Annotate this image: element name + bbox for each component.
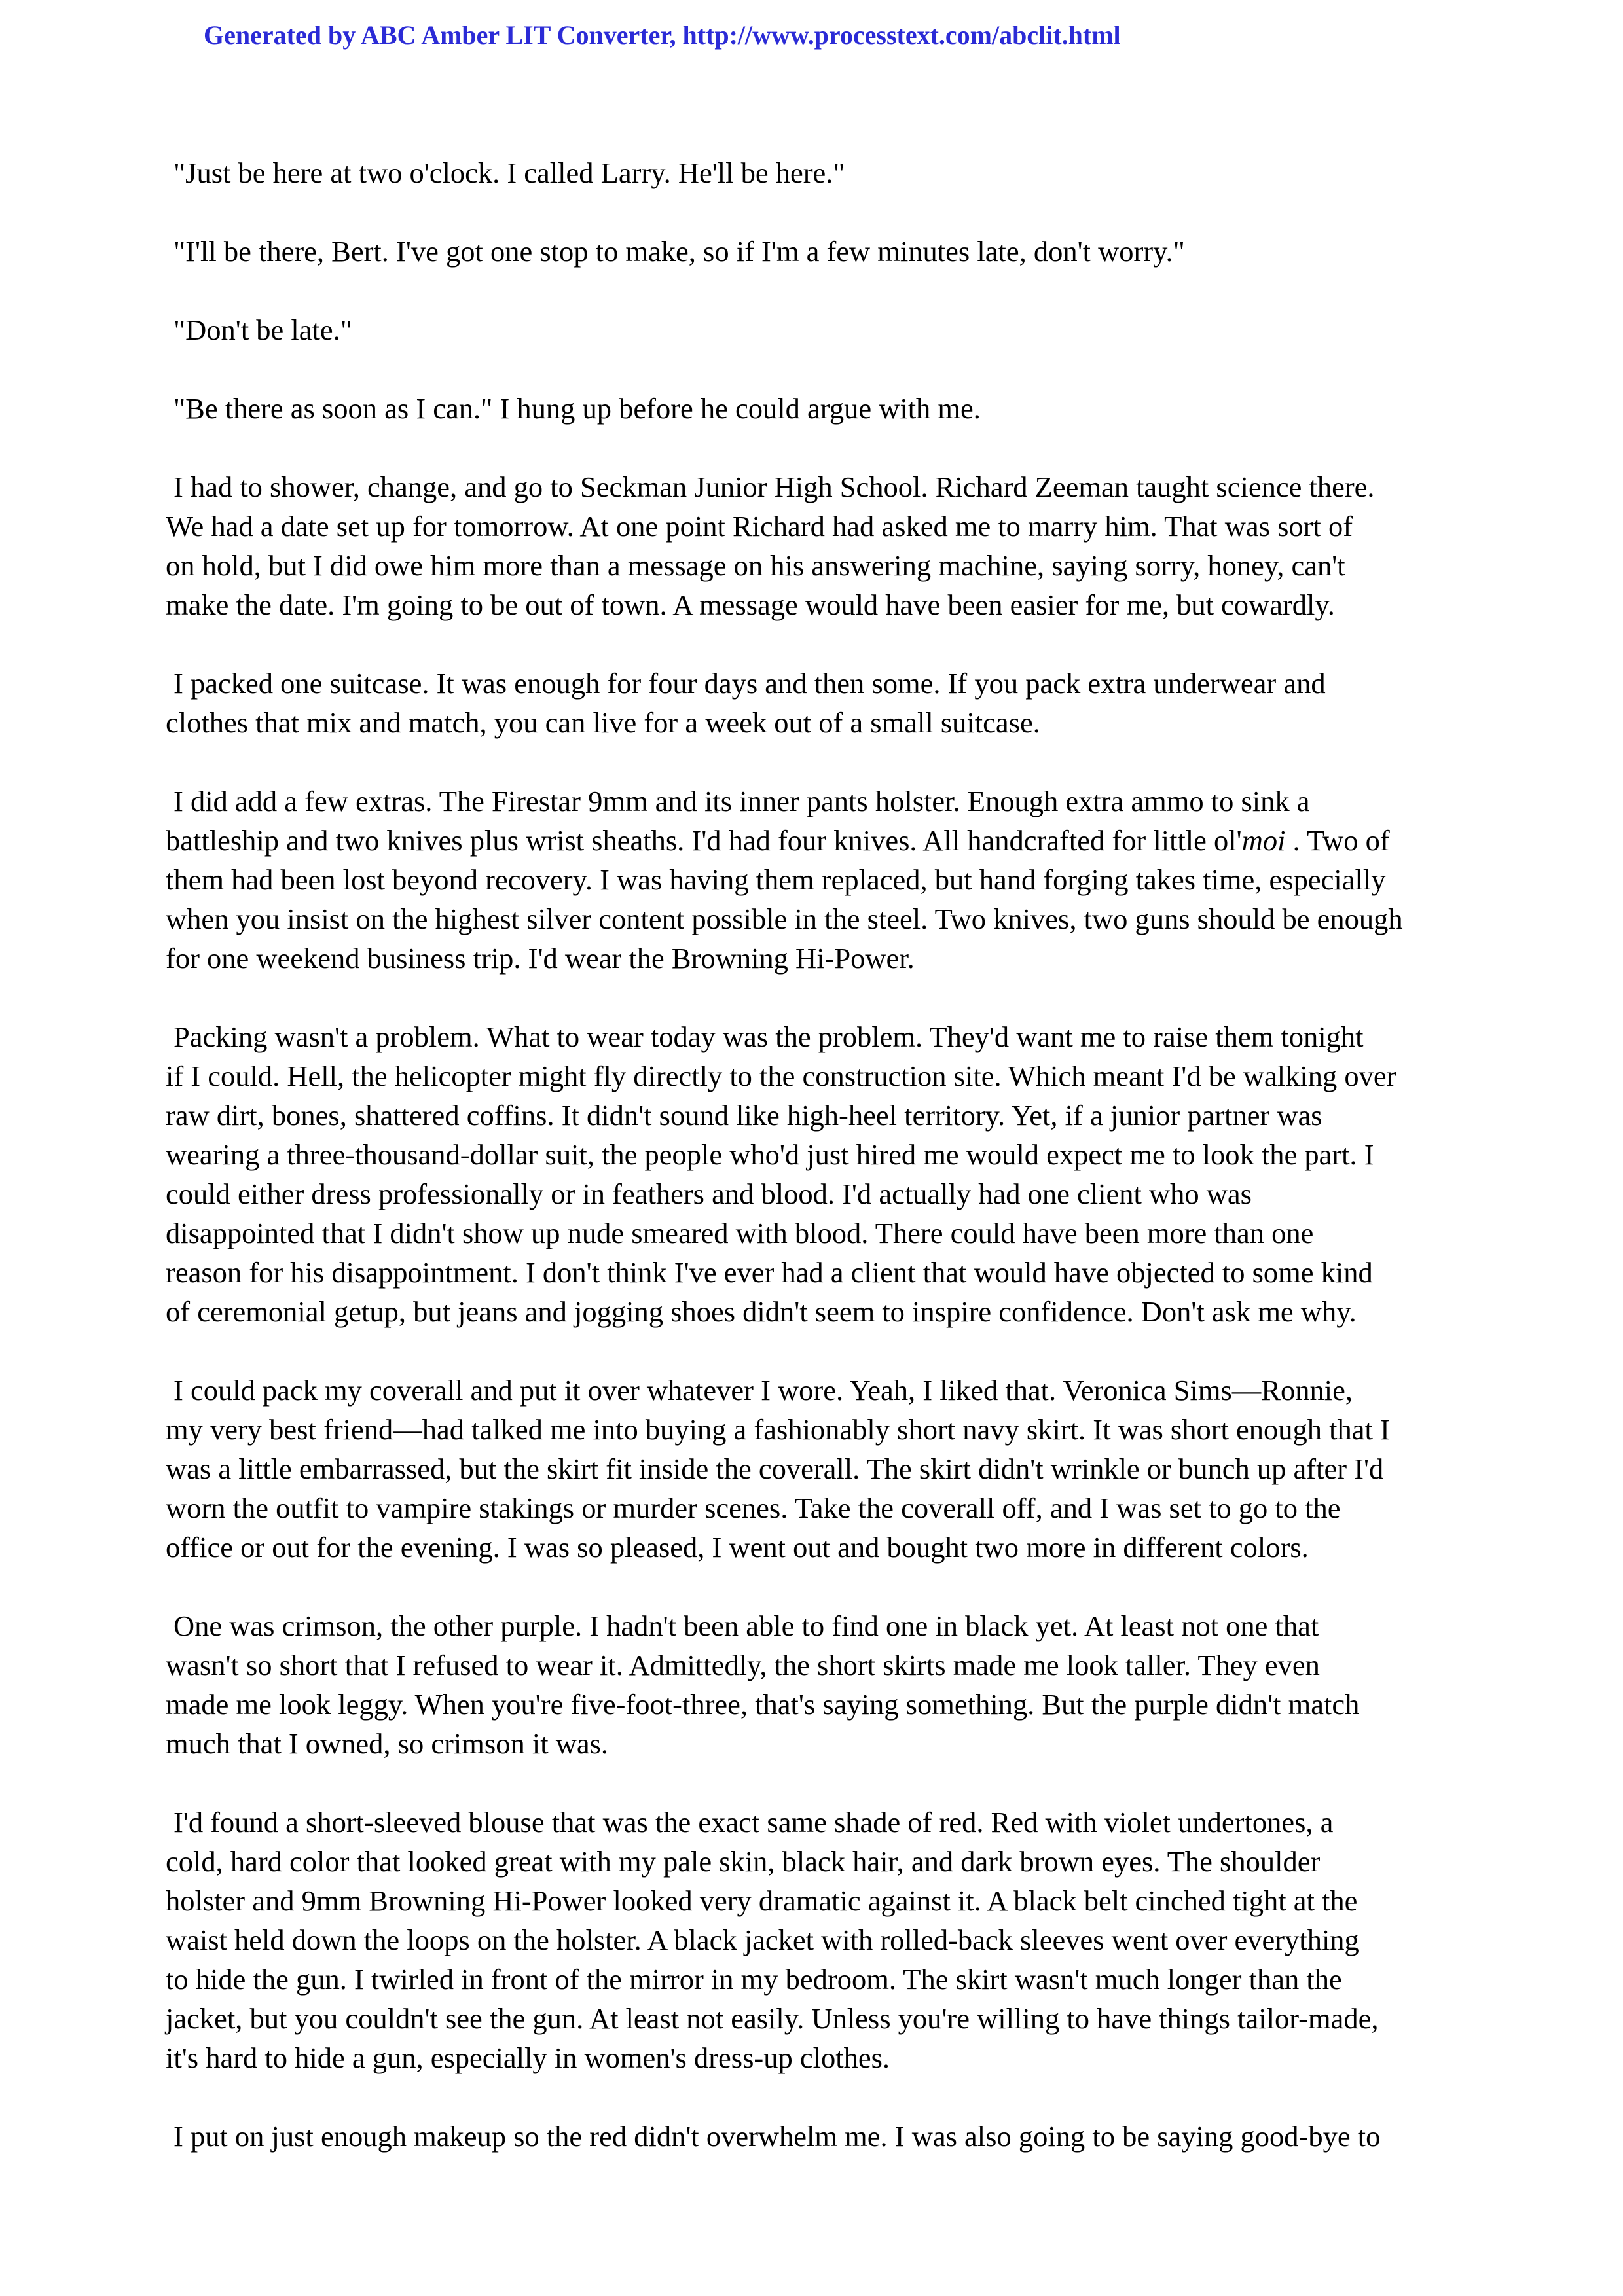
text-line: holster and 9mm Browning Hi-Power looked very dramatic against it. A black belt cinched tight at the [166,1884,1358,1917]
text-line [166,821,1475,860]
text-line: much that I owned, so crimson it was. [166,1727,609,1760]
text-line: for one weekend business trip. I'd wear the Browning Hi-Power. [166,942,915,975]
text-line: to hide the gun. I twirled in front of the mirror in my bedroom. The skirt wasn't much longer than the [166,1963,1342,1996]
paragraph [166,1803,1475,2077]
text-line: was a little embarrassed, but the skirt fit inside the coverall. The skirt didn't wrinkle or bunch up after I'd [166,1452,1384,1485]
paragraph [166,664,1475,742]
text-segment: . Two of [1285,824,1390,857]
text-line: "I'll be there, Bert. I've got one stop to make, so if I'm a few minutes late, don't worry." [173,235,1185,268]
text-line: when you insist on the highest silver content possible in the steel. Two knives, two guns should be enough [166,903,1403,935]
paragraph [166,153,1475,192]
text-segment: battleship and two knives plus wrist sheaths. I'd had four knives. All handcrafted for little ol' [166,824,1242,857]
text-line: I put on just enough makeup so the red didn't overwhelm me. I was also going to be saying good-bye to [173,2120,1381,2153]
paragraph [166,389,1475,428]
paragraph [166,2117,1475,2156]
paragraph [166,1371,1475,1567]
text-line: wasn't so short that I refused to wear it. Admittedly, the short skirts made me look taller. They even [166,1649,1320,1681]
text-line: One was crimson, the other purple. I hadn't been able to find one in black yet. At least not one that [173,1609,1319,1642]
paragraph [166,1017,1475,1331]
paragraph [166,232,1475,271]
text-line: them had been lost beyond recovery. I was having them replaced, but hand forging takes time, especially [166,863,1386,896]
text-line: cold, hard color that looked great with my pale skin, black hair, and dark brown eyes. The shoulder [166,1845,1321,1878]
converter-banner-link[interactable]: Generated by ABC Amber LIT Converter, http://www.processtext.com/abclit.html [204,20,1121,50]
text-line: disappointed that I didn't show up nude smeared with blood. There could have been more than one [166,1217,1314,1249]
text-line: wearing a three-thousand-dollar suit, the people who'd just hired me would expect me to look the part. I [166,1138,1374,1171]
paragraph [166,310,1475,350]
text-line: made me look leggy. When you're five-foot-three, that's saying something. But the purple didn't match [166,1688,1360,1721]
text-line: I had to shower, change, and go to Seckman Junior High School. Richard Zeeman taught science there. [173,471,1375,503]
text-line: "Just be here at two o'clock. I called Larry. He'll be here." [173,156,845,189]
text-line: "Be there as soon as I can." I hung up before he could argue with me. [173,392,981,425]
paragraph [166,1606,1475,1763]
text-line: of ceremonial getup, but jeans and jogging shoes didn't seem to inspire confidence. Don't ask me why. [166,1295,1357,1328]
text-line: reason for his disappointment. I don't think I've ever had a client that would have objected to some kind [166,1256,1373,1289]
text-line: raw dirt, bones, shattered coffins. It didn't sound like high-heel territory. Yet, if a junior partner was [166,1099,1322,1132]
text-line: make the date. I'm going to be out of town. A message would have been easier for me, but cowardly. [166,588,1335,621]
text-line: could either dress professionally or in feathers and blood. I'd actually had one client who was [166,1177,1252,1210]
text-line: I could pack my coverall and put it over whatever I wore. Yeah, I liked that. Veronica Sims—Ronnie, [173,1374,1353,1407]
italic-word: moi [1241,824,1286,857]
paragraph [166,467,1475,624]
paragraph [166,781,1475,978]
text-line: worn the outfit to vampire stakings or murder scenes. Take the coverall off, and I was set to go to the [166,1492,1341,1524]
text-line: I packed one suitcase. It was enough for four days and then some. If you pack extra underwear and [173,667,1326,700]
text-line: my very best friend—had talked me into buying a fashionably short navy skirt. It was short enough that I [166,1413,1390,1446]
text-line: Packing wasn't a problem. What to wear today was the problem. They'd want me to raise them tonight [173,1020,1364,1053]
text-line: if I could. Hell, the helicopter might fly directly to the construction site. Which meant I'd be walking over [166,1060,1396,1092]
text-line: clothes that mix and match, you can live for a week out of a small suitcase. [166,706,1040,739]
text-line: on hold, but I did owe him more than a message on his answering machine, saying sorry, honey, can't [166,549,1345,582]
text-line: "Don't be late." [173,314,352,346]
text-line: it's hard to hide a gun, especially in women's dress-up clothes. [166,2041,890,2074]
text-line: waist held down the loops on the holster. A black jacket with rolled-back sleeves went over everything [166,1924,1359,1956]
text-line: I did add a few extras. The Firestar 9mm and its inner pants holster. Enough extra ammo to sink a [173,785,1310,817]
text-line: office or out for the evening. I was so pleased, I went out and bought two more in different colors. [166,1531,1309,1564]
text-line: I'd found a short-sleeved blouse that was the exact same shade of red. Red with violet undertones, a [173,1806,1334,1839]
text-line: We had a date set up for tomorrow. At one point Richard had asked me to marry him. That was sort of [166,510,1353,543]
text-line: jacket, but you couldn't see the gun. At least not easily. Unless you're willing to have things tailor-made, [166,2002,1379,2035]
document-body [166,153,1475,2195]
